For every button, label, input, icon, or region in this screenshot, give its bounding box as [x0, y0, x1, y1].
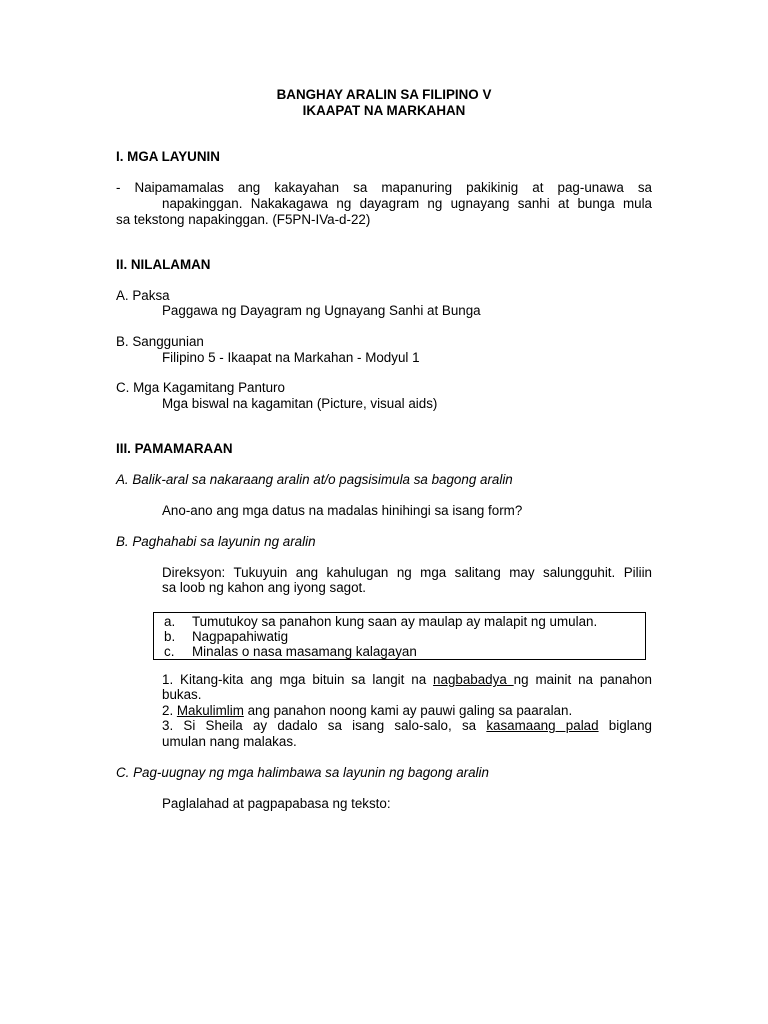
choice-b-text: Nagpapahiwatig [192, 629, 289, 644]
sanggunian-label: B. Sanggunian [116, 334, 204, 349]
paghahabi-label: B. Paghahabi sa layunin ng aralin [116, 534, 316, 549]
sanggunian-value: Filipino 5 - Ikaapat na Markahan - Modyul 1 [162, 350, 420, 365]
choice-b [164, 629, 288, 644]
item-3-line-2: umulan nang malakas. [162, 734, 297, 749]
choice-a-text: Tumutukoy sa panahon kung saan ay maulap ay malapit ng umulan. [192, 614, 598, 629]
objective-line-1: - Naipamamalas ang kakayahan sa mapanuring pakikinig at pag-unawa sa [116, 180, 652, 195]
item-1-suffix: ng mainit na panahon [513, 672, 652, 687]
kagamitan-label: C. Mga Kagamitang Panturo [116, 380, 285, 395]
item-2 [162, 703, 572, 719]
item-1-underlined-word: nagbabadya [433, 672, 514, 687]
item-1-line-1 [162, 672, 652, 688]
paksa-label: A. Paksa [116, 288, 170, 303]
section-heading-nilalaman: II. NILALAMAN [116, 257, 211, 272]
item-2-suffix: ang panahon noong kami ay pauwi galing sa paaralan. [243, 703, 573, 718]
choice-b-letter: b. [164, 629, 176, 644]
objective-line-3: sa tekstong napakinggan. (F5PN-IVa-d-22) [116, 212, 371, 227]
item-1-prefix: 1. Kitang-kita ang mga bituin sa langit na [162, 672, 434, 687]
objective-line-2: napakinggan. Nakakagawa ng dayagram ng ugnayang sanhi at bunga mula [162, 196, 652, 211]
direksyon-line-2: sa loob ng kahon ang iyong sagot. [162, 580, 366, 595]
item-3-suffix: biglang [598, 718, 652, 733]
item-3-line-1 [162, 718, 652, 734]
pag-uugnay-value: Paglalahad at pagpapabasa ng teksto: [162, 796, 391, 811]
kagamitan-value: Mga biswal na kagamitan (Picture, visual aids) [162, 396, 438, 411]
document-subtitle: IKAAPAT NA MARKAHAN [302, 103, 466, 118]
pag-uugnay-label: C. Pag-uugnay ng mga halimbawa sa layunin ng bagong aralin [116, 765, 489, 780]
balik-aral-label: A. Balik-aral sa nakaraang aralin at/o pagsisimula sa bagong aralin [116, 472, 513, 487]
item-2-underlined-word: Makulimlim [176, 703, 244, 718]
section-heading-pamamaraan: III. PAMAMARAAN [116, 441, 233, 456]
item-3-underlined-word: kasamaang palad [486, 718, 599, 733]
item-2-prefix: 2. [162, 703, 177, 718]
choice-a [164, 614, 597, 629]
balik-aral-question: Ano-ano ang mga datus na madalas hinihingi sa isang form? [162, 503, 523, 518]
section-heading-layunin: I. MGA LAYUNIN [116, 149, 220, 164]
choice-c [164, 644, 417, 659]
choice-c-text: Minalas o nasa masamang kalagayan [192, 644, 417, 659]
answer-choices-box [153, 612, 646, 660]
direksyon-line-1: Direksyon: Tukuyuin ang kahulugan ng mga salitang may salungguhit. Piliin [162, 565, 652, 580]
choice-c-letter: c. [164, 644, 175, 659]
document-title: BANGHAY ARALIN SA FILIPINO V [276, 87, 492, 102]
item-1-line-2: bukas. [162, 687, 202, 702]
paksa-value: Paggawa ng Dayagram ng Ugnayang Sanhi at Bunga [162, 303, 481, 318]
choice-a-letter: a. [164, 614, 176, 629]
item-3-prefix: 3. Si Sheila ay dadalo sa isang salo-salo, sa [162, 718, 487, 733]
